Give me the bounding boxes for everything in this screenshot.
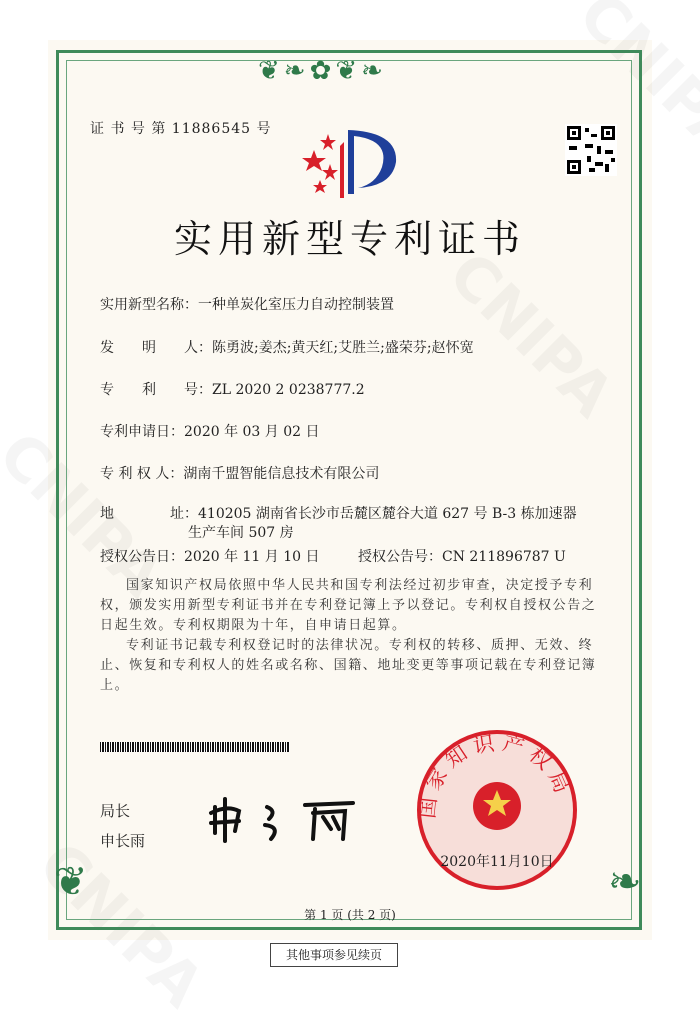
field-label: 专 利 号： [100,382,212,398]
field-label: 授权公告号： [358,549,442,565]
director-name: 申长雨 [100,832,146,850]
director-title: 局长 [100,802,131,820]
statement-paragraph: 专利证书记载专利权登记时的法律状况。专利权的转移、质押、无效、终止、恢复和专利权人的姓名或名称、国籍、地址变更等事项记载在专利登记簿上。 [100,638,597,693]
field-utility-model-name [100,294,394,314]
field-value: 一种单炭化室压力自动控制装置 [198,297,394,313]
certificate-title: 实用新型专利证书 [173,217,526,261]
certificate-statement [100,576,600,696]
field-label: 授权公告日： [100,549,184,565]
cnipa-logo-icon [300,122,410,202]
field-patent-number [100,379,365,399]
field-value: 2020 年 03 月 02 日 [184,424,320,440]
signature-image [205,795,365,845]
corner-ornament-icon: ❦ [54,859,88,905]
seal-text: 国家知识产权局 [415,730,577,820]
field-inventors [100,337,474,357]
field-label: 地 址： [100,506,198,522]
top-ornament-icon: ❦❧✿❦❧ [258,56,387,86]
field-patentee [100,463,379,483]
barcode [100,742,290,752]
page-info: 第 1 页 (共 2 页) [304,908,396,922]
field-grant-date [100,546,320,566]
continued-note: 其他事项参见续页 [270,943,398,967]
statement-paragraph: 国家知识产权局依照中华人民共和国专利法经过初步审查，决定授予专利权，颁发实用新型专利证书并在专利登记簿上予以登记。专利权自授权公告之日起生效。专利权期限为十年，自申请日起算。 [100,578,597,633]
certificate-number: 证 书 号 第 11886545 号 [90,121,272,137]
field-application-date [100,421,320,441]
field-label: 专 利 权 人： [100,466,184,482]
field-value: 410205 湖南省长沙市岳麓区麓谷大道 627 号 B-3 栋加速器 [198,506,577,522]
field-label: 实用新型名称： [100,297,198,313]
official-seal [415,728,579,892]
qr-code-icon [565,124,617,176]
corner-ornament-icon: ❧ [608,859,642,905]
field-grant-number [358,546,566,566]
field-label: 发 明 人： [100,340,212,356]
seal-date: 2020年11月10日 [440,854,554,870]
field-value: 2020 年 11 月 10 日 [184,549,320,565]
field-label: 专利申请日： [100,424,184,440]
field-address [100,505,577,543]
field-value: CN 211896787 U [442,549,566,565]
field-value-line2: 生产车间 507 房 [188,525,294,541]
field-value: 陈勇波;姜杰;黄天红;艾胜兰;盛荣芬;赵怀宽 [212,340,474,356]
field-value: ZL 2020 2 0238777.2 [212,382,365,398]
field-value: 湖南千盟智能信息技术有限公司 [183,466,380,482]
